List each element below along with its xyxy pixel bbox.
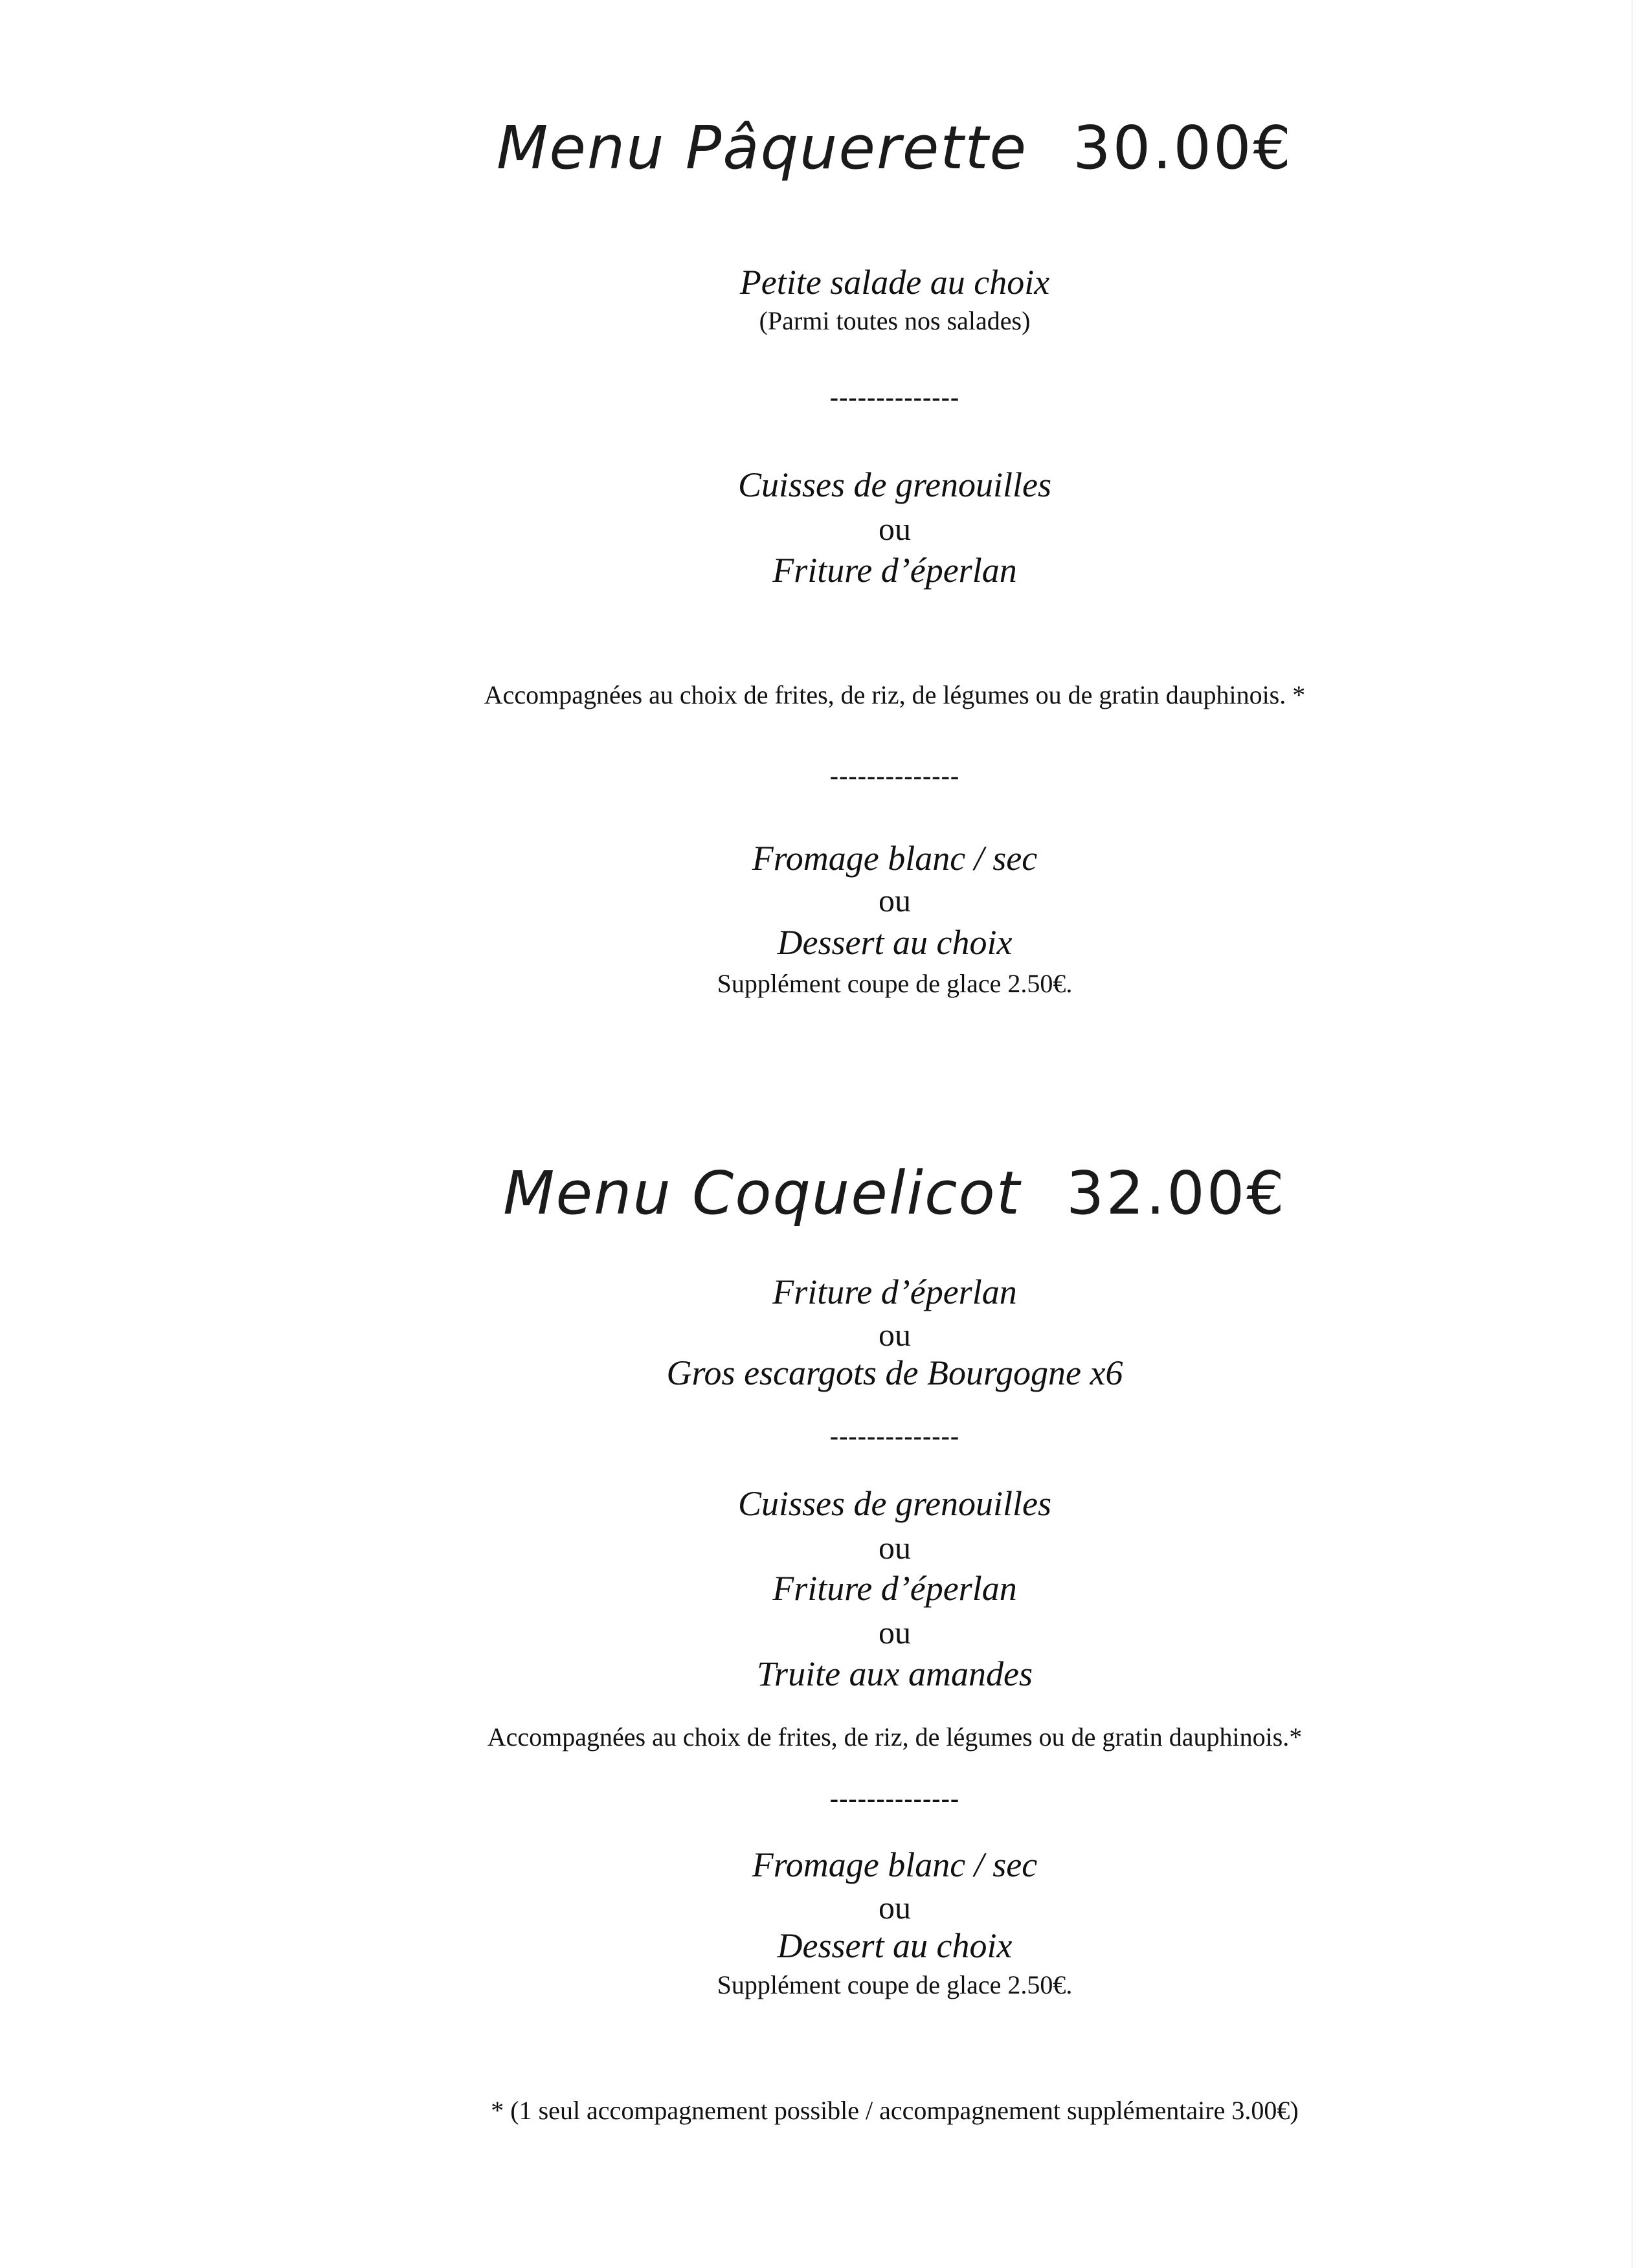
or-word: ou [879, 1317, 911, 1353]
menu-coquelicot-dessert-2: Dessert au choix [777, 1926, 1013, 1965]
menu-coquelicot-dessert-note: Supplément coupe de glace 2.50€. [717, 1970, 1073, 1999]
separator: -------------- [829, 1784, 960, 1813]
menu-paquerette-sides: Accompagnées au choix de frites, de riz, de légumes ou de gratin dauphinois. * [484, 680, 1306, 709]
or-word: ou [879, 1529, 911, 1566]
menu-paquerette-dessert-2: Dessert au choix [777, 923, 1013, 962]
footnote: * (1 seul accompagnement possible / accompagnement supplémentaire 3.00€) [491, 2096, 1299, 2125]
menu-paquerette-main-1: Cuisses de grenouilles [738, 465, 1051, 504]
menu-paquerette-name: Menu Pâquerette [496, 113, 1028, 183]
menu-coquelicot-dessert-1: Fromage blanc / sec [752, 1845, 1038, 1884]
menu-coquelicot-main-2: Friture d’éperlan [772, 1569, 1017, 1608]
separator: -------------- [829, 761, 960, 790]
menu-paquerette-dessert-note: Supplément coupe de glace 2.50€. [717, 969, 1073, 998]
menu-paquerette-price: 30.00€ [1073, 113, 1294, 183]
menu-paquerette-starter: Petite salade au choix [739, 263, 1050, 302]
menu-coquelicot-main-1: Cuisses de grenouilles [738, 1484, 1051, 1523]
separator: -------------- [829, 383, 960, 412]
menu-coquelicot-name: Menu Coquelicot [503, 1159, 1021, 1228]
menu-coquelicot-sides: Accompagnées au choix de frites, de riz, de légumes ou de gratin dauphinois.* [487, 1722, 1303, 1751]
menu-coquelicot-main-3: Truite aux amandes [757, 1654, 1033, 1693]
menu-paquerette-dessert-1: Fromage blanc / sec [752, 839, 1038, 878]
or-word: ou [879, 1614, 911, 1651]
separator: -------------- [829, 1421, 960, 1451]
menu-paquerette-main-2: Friture d’éperlan [772, 551, 1017, 590]
menu-coquelicot-title [71, 1159, 1647, 1228]
menu-paquerette-title [71, 113, 1647, 183]
menu-paquerette-starter-note: (Parmi toutes nos salades) [759, 306, 1031, 335]
menu-coquelicot-starter-2: Gros escargots de Bourgogne x6 [666, 1353, 1123, 1392]
menu-coquelicot-starter-1: Friture d’éperlan [772, 1273, 1017, 1311]
or-word: ou [879, 1889, 911, 1926]
or-word: ou [879, 882, 911, 918]
menu-coquelicot-price: 32.00€ [1066, 1159, 1286, 1228]
or-word: ou [879, 511, 911, 547]
